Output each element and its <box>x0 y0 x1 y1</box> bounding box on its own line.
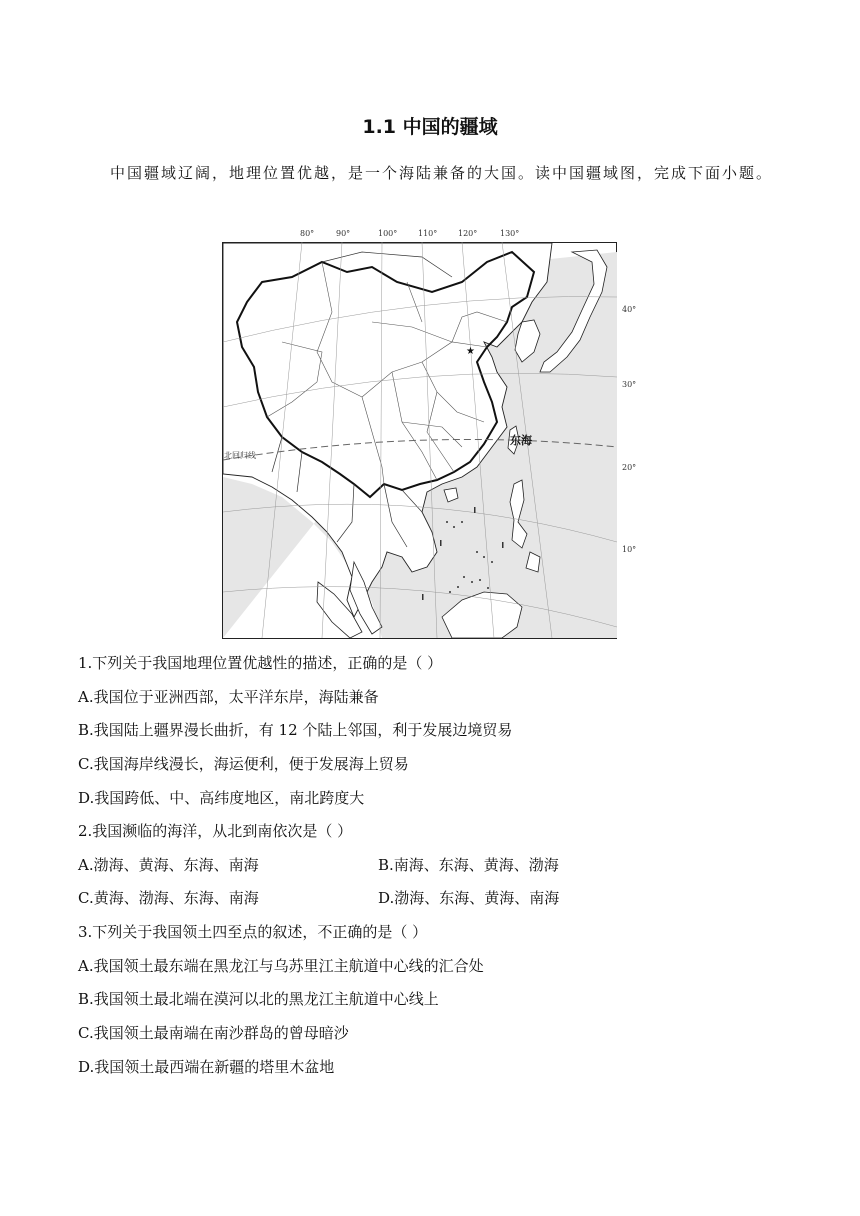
intro-paragraph: 中国疆域辽阔，地理位置优越，是一个海陆兼备的大国。读中国疆域图，完成下面小题。 <box>110 164 774 182</box>
question-1-option-c[interactable]: C.我国海岸线漫长，海运便利，便于发展海上贸易 <box>78 755 409 773</box>
question-2-option-a[interactable]: A.渤海、黄海、东海、南海 <box>78 856 259 874</box>
question-1-option-a[interactable]: A.我国位于亚洲西部，太平洋东岸，海陆兼备 <box>78 688 379 706</box>
question-2-stem: 2.我国濒临的海洋，从北到南依次是（ ） <box>78 822 353 840</box>
capital-star-icon: ★ <box>466 346 475 357</box>
tropic-label: 北回归线 <box>224 451 256 460</box>
lon-label-120: 120° <box>458 229 478 238</box>
question-3-option-a[interactable]: A.我国领土最东端在黑龙江与乌苏里江主航道中心线的汇合处 <box>78 957 484 975</box>
question-1-option-b[interactable]: B.我国陆上疆界漫长曲折，有 12 个陆上邻国，利于发展边境贸易 <box>78 721 513 739</box>
lon-label-100: 100° <box>378 229 398 238</box>
question-1-stem: 1.下列关于我国地理位置优越性的描述，正确的是（ ） <box>78 654 443 672</box>
page-title: 1.1 中国的疆域 <box>362 116 498 138</box>
lon-label-110: 110° <box>418 229 438 238</box>
lat-label-10: 10° <box>622 545 637 554</box>
question-2-option-d[interactable]: D.渤海、东海、黄海、南海 <box>378 889 560 907</box>
question-2-option-c[interactable]: C.黄海、渤海、东海、南海 <box>78 889 259 907</box>
question-2-option-b[interactable]: B.南海、东海、黄海、渤海 <box>378 856 559 874</box>
question-3-stem: 3.下列关于我国领土四至点的叙述，不正确的是（ ） <box>78 923 428 941</box>
question-3-option-c[interactable]: C.我国领土最南端在南沙群岛的曾母暗沙 <box>78 1024 349 1042</box>
question-3-option-b[interactable]: B.我国领土最北端在漠河以北的黑龙江主航道中心线上 <box>78 990 439 1008</box>
lon-label-80: 80° <box>300 229 315 238</box>
question-3-option-d[interactable]: D.我国领土最西端在新疆的塔里木盆地 <box>78 1058 335 1076</box>
sea-label: 东海 <box>510 434 532 447</box>
lat-label-40: 40° <box>622 305 637 314</box>
lat-label-30: 30° <box>622 380 637 389</box>
lat-label-20: 20° <box>622 463 637 472</box>
lon-label-130: 130° <box>500 229 520 238</box>
china-territory-map <box>222 222 642 642</box>
question-1-option-d[interactable]: D.我国跨低、中、高纬度地区，南北跨度大 <box>78 789 365 807</box>
lon-label-90: 90° <box>336 229 351 238</box>
map-graphic <box>222 222 642 642</box>
